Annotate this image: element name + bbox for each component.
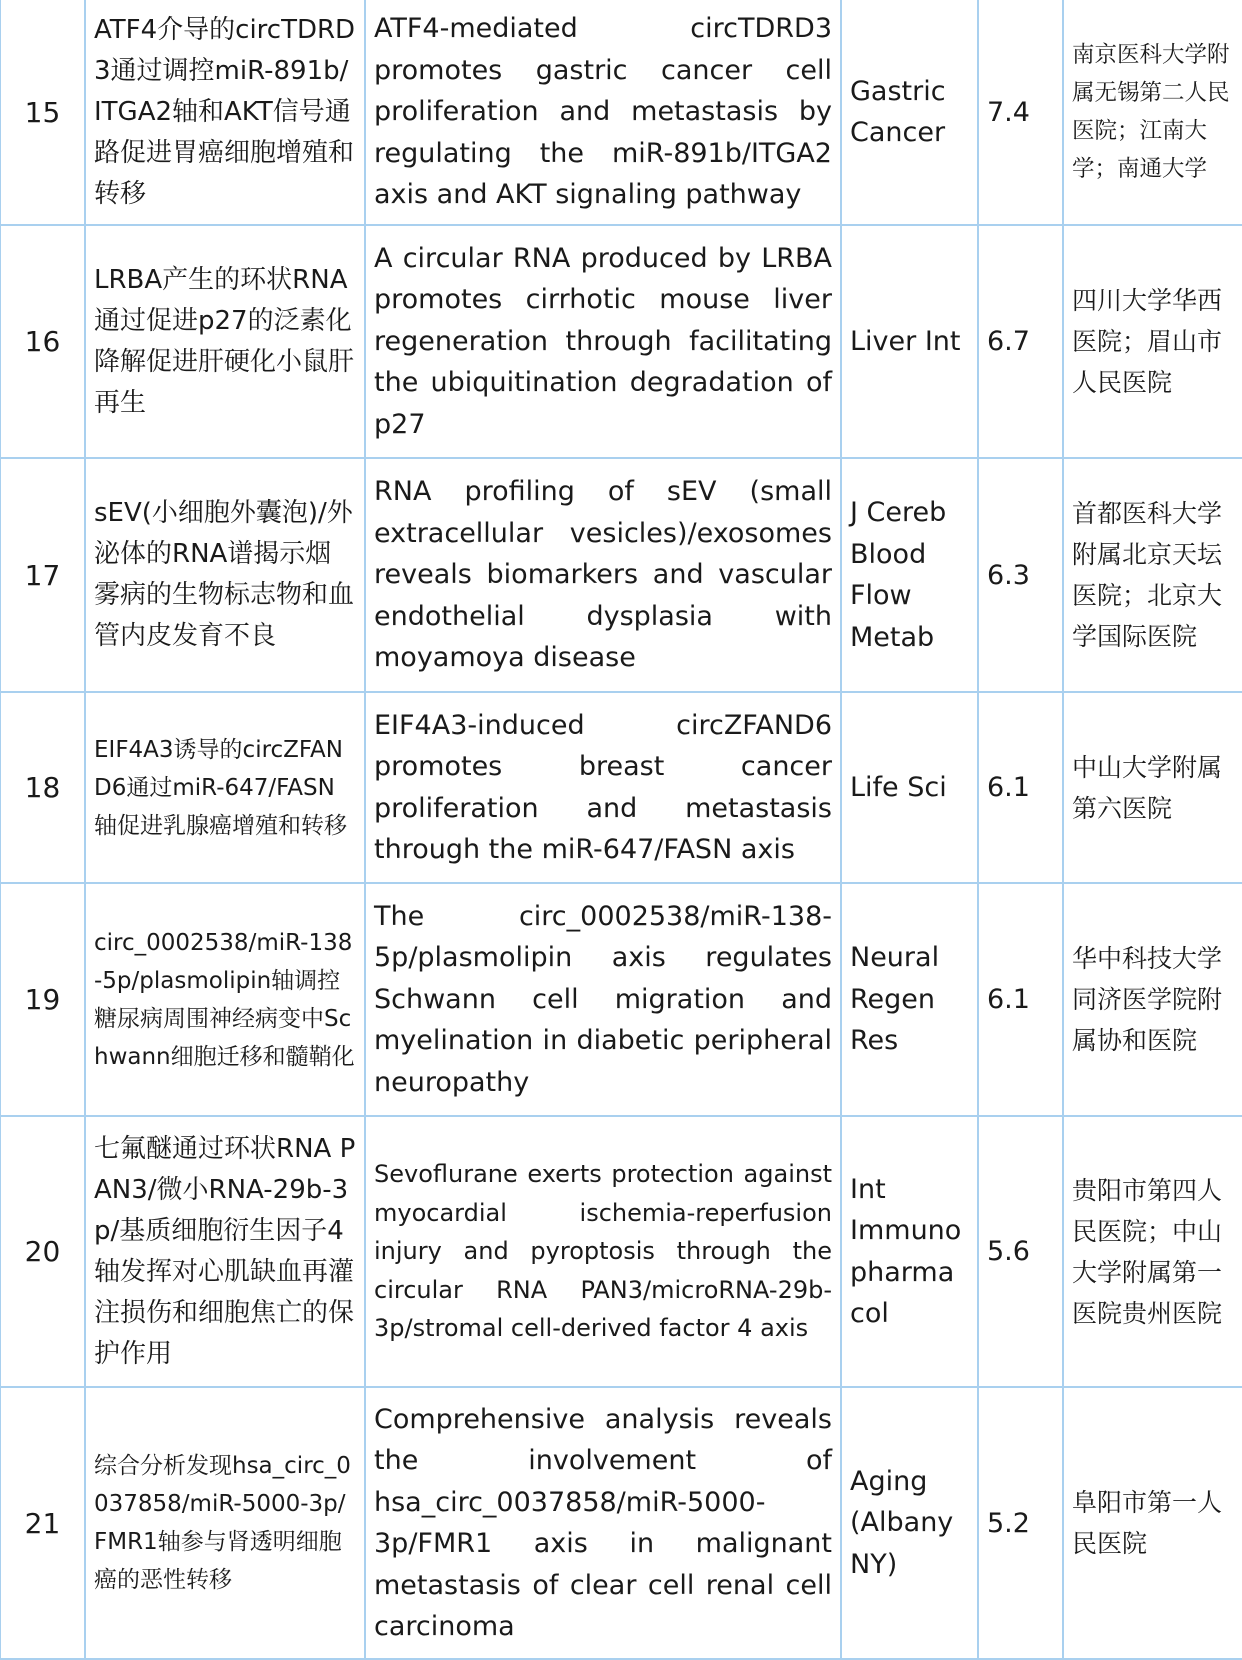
chinese-title: sEV(小细胞外囊泡)/外泌体的RNA谱揭示烟雾病的生物标志物和血管内皮发育不良	[85, 458, 365, 692]
row-number: 16	[0, 225, 85, 458]
impact-factor: 6.1	[978, 883, 1063, 1116]
row-number: 15	[0, 0, 85, 225]
table-row	[0, 692, 1242, 883]
english-title: RNA profiling of sEV (small extracellular vesicles)/exosomes reveals biomarkers and vascular endothelial dysplasia with moyamoya disease	[365, 458, 841, 692]
english-title: A circular RNA produced by LRBA promotes cirrhotic mouse liver regeneration through facilitating the ubiquitination degradation of p27	[365, 225, 841, 458]
row-number: 21	[0, 1387, 85, 1659]
impact-factor: 6.1	[978, 692, 1063, 883]
journal-name: Gastric Cancer	[841, 0, 978, 225]
journal-name: Aging (Albany NY)	[841, 1387, 978, 1659]
english-title: EIF4A3-induced circZFAND6 promotes breast cancer proliferation and metastasis through the miR-647/FASN axis	[365, 692, 841, 883]
journal-name: Liver Int	[841, 225, 978, 458]
impact-factor: 7.4	[978, 0, 1063, 225]
institution: 中山大学附属第六医院	[1063, 692, 1242, 883]
table-row	[0, 0, 1242, 225]
row-number: 20	[0, 1116, 85, 1387]
english-title: Comprehensive analysis reveals the involvement of hsa_circ_0037858/miR-5000-3p/FMR1 axis in malignant metastasis of clear cell renal cell carcinoma	[365, 1387, 841, 1659]
journal-name: J Cereb Blood Flow Metab	[841, 458, 978, 692]
chinese-title: ATF4介导的circTDRD3通过调控miR-891b/ITGA2轴和AKT信号通路促进胃癌细胞增殖和转移	[85, 0, 365, 225]
english-title: Sevoflurane exerts protection against myocardial ischemia-reperfusion injury and pyroptosis through the circular RNA PAN3/microRNA-29b-3p/stromal cell-derived factor 4 axis	[365, 1116, 841, 1387]
institution: 阜阳市第一人民医院	[1063, 1387, 1242, 1659]
impact-factor: 6.3	[978, 458, 1063, 692]
chinese-title: EIF4A3诱导的circZFAND6通过miR-647/FASN轴促进乳腺癌增殖和转移	[85, 692, 365, 883]
chinese-title: circ_0002538/miR-138-5p/plasmolipin轴调控糖尿病周围神经病变中Schwann细胞迁移和髓鞘化	[85, 883, 365, 1116]
english-title: The circ_0002538/miR-138-5p/plasmolipin axis regulates Schwann cell migration and myelination in diabetic peripheral neuropathy	[365, 883, 841, 1116]
impact-factor: 6.7	[978, 225, 1063, 458]
institution: 四川大学华西医院；眉山市人民医院	[1063, 225, 1242, 458]
table-row	[0, 883, 1242, 1116]
table-row	[0, 458, 1242, 692]
impact-factor: 5.2	[978, 1387, 1063, 1659]
table-row	[0, 1387, 1242, 1659]
institution: 南京医科大学附属无锡第二人民医院；江南大学；南通大学	[1063, 0, 1242, 225]
institution: 华中科技大学同济医学院附属协和医院	[1063, 883, 1242, 1116]
chinese-title: 综合分析发现hsa_circ_0037858/miR-5000-3p/FMR1轴参与肾透明细胞癌的恶性转移	[85, 1387, 365, 1659]
row-number: 17	[0, 458, 85, 692]
table-row	[0, 1116, 1242, 1387]
english-title: ATF4-mediated circTDRD3 promotes gastric cancer cell proliferation and metastasis by regulating the miR-891b/ITGA2 axis and AKT signaling pathway	[365, 0, 841, 225]
table-row	[0, 225, 1242, 458]
institution: 首都医科大学附属北京天坛医院；北京大学国际医院	[1063, 458, 1242, 692]
impact-factor: 5.6	[978, 1116, 1063, 1387]
row-number: 18	[0, 692, 85, 883]
row-number: 19	[0, 883, 85, 1116]
journal-name: Int Immunopharmacol	[841, 1116, 978, 1387]
journal-name: Life Sci	[841, 692, 978, 883]
chinese-title: 七氟醚通过环状RNA PAN3/微小RNA-29b-3p/基质细胞衍生因子4轴发挥对心肌缺血再灌注损伤和细胞焦亡的保护作用	[85, 1116, 365, 1387]
journal-name: Neural Regen Res	[841, 883, 978, 1116]
institution: 贵阳市第四人民医院；中山大学附属第一医院贵州医院	[1063, 1116, 1242, 1387]
chinese-title: LRBA产生的环状RNA通过促进p27的泛素化降解促进肝硬化小鼠肝再生	[85, 225, 365, 458]
